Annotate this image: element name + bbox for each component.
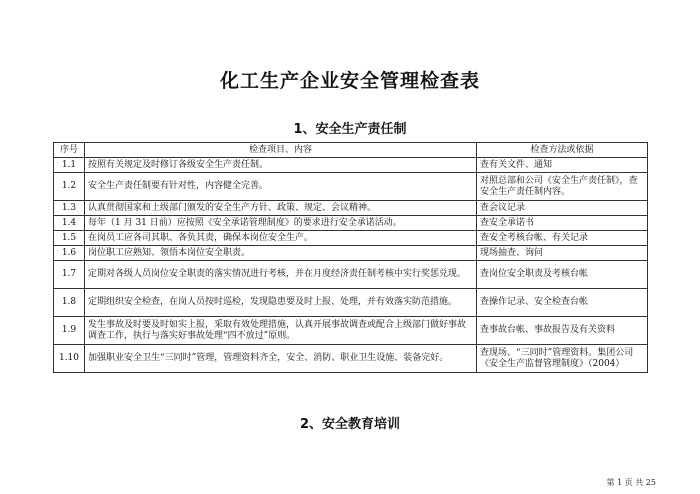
- checklist-table: [53, 142, 648, 373]
- row-method: 现场抽查、询问: [477, 246, 648, 261]
- row-number: 1.5: [54, 231, 85, 246]
- header-method: 检查方法或依据: [477, 143, 648, 158]
- table-row: [54, 261, 648, 289]
- row-number: 1.10: [54, 345, 85, 373]
- header-item: 检查项目、内容: [85, 143, 477, 158]
- row-number: 1.7: [54, 261, 85, 289]
- row-item: 定期对各级人员岗位安全职责的落实情况进行考核，并在月度经济责任制考核中实行奖惩兑现。: [85, 261, 477, 289]
- row-number: 1.6: [54, 246, 85, 261]
- row-number: 1.3: [54, 201, 85, 216]
- table-row: [54, 317, 648, 345]
- row-method: 查操作记录、安全检查台帐: [477, 289, 648, 317]
- section-heading-training: 2、安全教育培训: [299, 417, 401, 432]
- table-row: [54, 173, 648, 201]
- section-heading-responsibility: 1、安全生产责任制: [293, 122, 407, 137]
- row-method: 查安全考核台帐、有关记录: [477, 231, 648, 246]
- table-row: [54, 216, 648, 231]
- row-item: 安全生产责任制要有针对性，内容健全完善。: [85, 173, 477, 201]
- row-number: 1.1: [54, 158, 85, 173]
- header-no: 序号: [54, 143, 85, 158]
- row-method: 查会议记录: [477, 201, 648, 216]
- table-header-row: [54, 143, 648, 158]
- table-row: [54, 289, 648, 317]
- row-method: 查事故台帐、事故报告及有关资料: [477, 317, 648, 345]
- row-method: 查现场、“三同时”管理资料。集团公司《安全生产监督管理制度》（2004）: [477, 345, 648, 373]
- row-item: 加强职业安全卫生“三同时”管理，管理资料齐全，安全、消防、职业卫生设施、装备完好。: [85, 345, 477, 373]
- row-item: 在岗员工应各司其职、各负其责，确保本岗位安全生产。: [85, 231, 477, 246]
- row-number: 1.2: [54, 173, 85, 201]
- row-method: 对照总部和公司《安全生产责任制》，查安全生产责任制内容。: [477, 173, 648, 201]
- row-number: 1.8: [54, 289, 85, 317]
- row-number: 1.4: [54, 216, 85, 231]
- row-item: 认真贯彻国家和上级部门颁发的安全生产方针、政策、规定、会议精神。: [85, 201, 477, 216]
- row-method: 查岗位安全职责及考核台帐: [477, 261, 648, 289]
- row-item: 定期组织安全检查，在岗人员按时巡检，发现隐患要及时上报、处理，并有效落实防范措施。: [85, 289, 477, 317]
- table-row: [54, 246, 648, 261]
- document-title: 化工生产企业安全管理检查表: [219, 70, 480, 92]
- row-item: 岗位职工应熟知、领悟本岗位安全职责。: [85, 246, 477, 261]
- table-row: [54, 231, 648, 246]
- row-number: 1.9: [54, 317, 85, 345]
- row-item: 每年（1 月 31 日前）应按照《安全承诺管理制度》的要求进行安全承诺活动。: [85, 216, 477, 231]
- page-number: 第 1 页 共 25: [606, 478, 656, 487]
- row-method: 查有关文件、通知: [477, 158, 648, 173]
- row-item: 按照有关规定及时修订各级安全生产责任制。: [85, 158, 477, 173]
- row-method: 查安全承诺书: [477, 216, 648, 231]
- table-row: [54, 201, 648, 216]
- table-row: [54, 345, 648, 373]
- table-row: [54, 158, 648, 173]
- row-item: 发生事故及时要及时如实上报，采取有效处理措施，认真开展事故调查或配合上级部门做好事故调查工作，执行与落实好事故处理“四不放过”原则。: [85, 317, 477, 345]
